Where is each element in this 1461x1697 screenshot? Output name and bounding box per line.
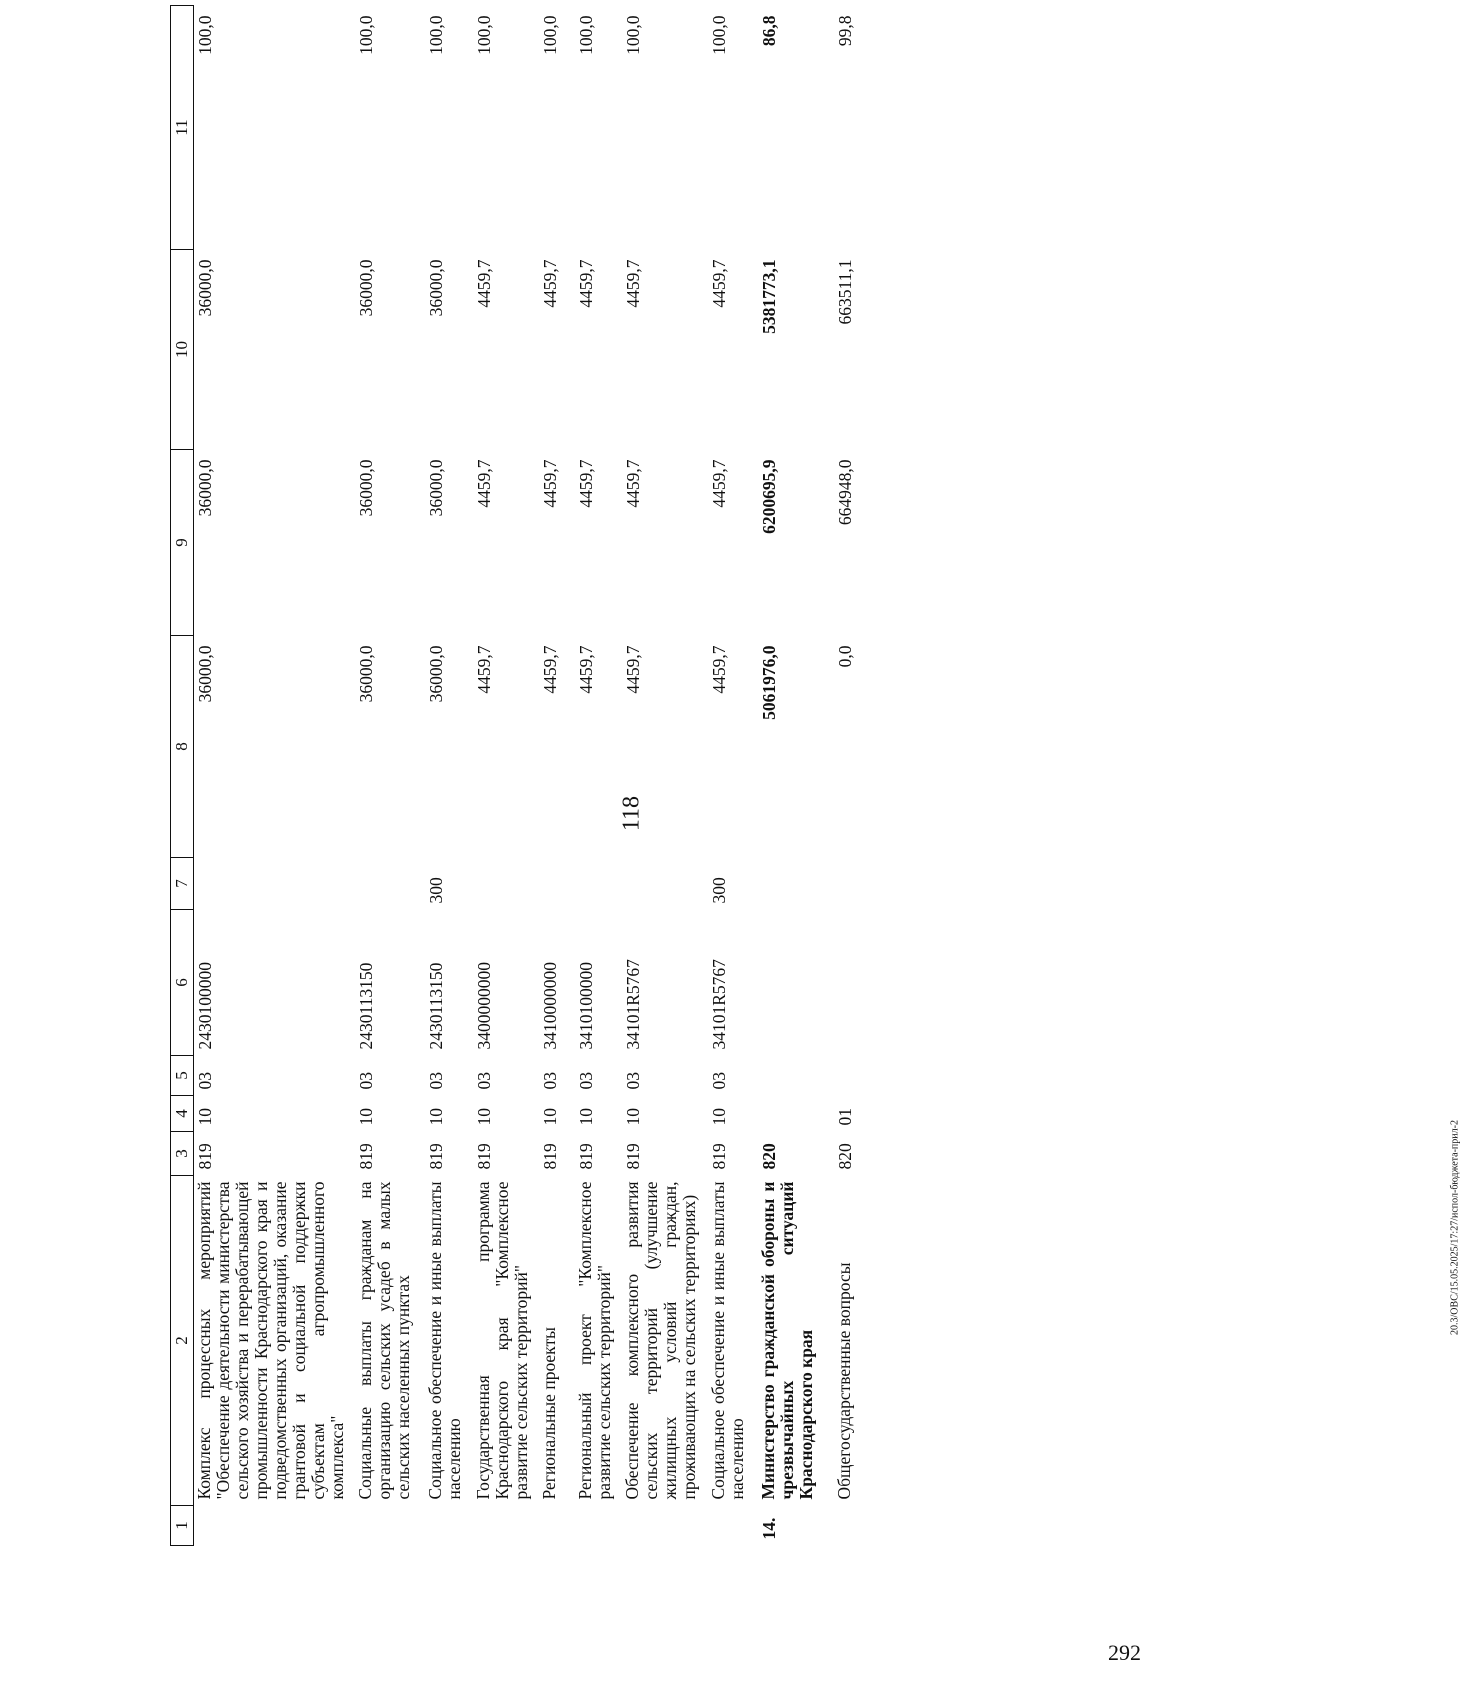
- header-col-1: 1: [171, 1506, 194, 1546]
- cell-c5: [758, 1056, 834, 1096]
- cell-c6: 34101R5767: [709, 959, 729, 1050]
- cell-c1: [473, 1506, 539, 1546]
- cell-c9: 6200695,9: [759, 459, 779, 534]
- cell-c5: 03: [576, 1072, 596, 1090]
- cell-c6: [758, 910, 834, 1056]
- header-col-8: 8: [171, 636, 194, 858]
- cell-c7: [473, 858, 539, 910]
- table-row: [355, 6, 425, 1546]
- cell-c9: 4459,7: [709, 459, 729, 508]
- header-col-9: 9: [171, 450, 194, 636]
- cell-c6: 34101R5767: [623, 959, 643, 1050]
- header-col-3: 3: [171, 1132, 194, 1176]
- cell-c2: Социальное обеспечение и иные выплаты населению: [708, 1181, 747, 1500]
- cell-c8: 4459,7: [540, 645, 560, 694]
- cell-c4: [758, 1096, 834, 1132]
- cell-c6: 2430113150: [426, 962, 446, 1050]
- cell-c3: 819: [540, 1143, 560, 1170]
- table-row: [708, 6, 758, 1546]
- cell-c10: 4459,7: [576, 259, 596, 308]
- cell-c5: 03: [709, 1072, 729, 1090]
- cell-c10: 663511,1: [835, 259, 855, 325]
- table-body: [194, 6, 875, 1546]
- cell-c10: 36000,0: [356, 259, 376, 317]
- cell-c2: Социальное обеспечение и иные выплаты населению: [425, 1181, 464, 1500]
- cell-c4: 10: [474, 1108, 494, 1126]
- cell-c3: 819: [356, 1143, 376, 1170]
- cell-c10: 36000,0: [195, 259, 215, 317]
- table-row: [834, 6, 874, 1546]
- cell-c7: [575, 858, 622, 910]
- cell-c8: 4459,7: [576, 645, 596, 694]
- cell-c9: 4459,7: [576, 459, 596, 508]
- cell-c7: 300: [709, 877, 729, 904]
- header-col-5: 5: [171, 1056, 194, 1096]
- cell-c1: [425, 1506, 473, 1546]
- cell-c11: 100,0: [709, 15, 729, 55]
- cell-c2: Обеспечение комплексного развития сельских территорий (улучшение жилищных условий граждан, проживающих на сельских территориях): [622, 1181, 699, 1500]
- cell-c3: 820: [759, 1143, 779, 1170]
- cell-c1: [708, 1506, 758, 1546]
- cell-c5: 03: [356, 1072, 376, 1090]
- table-row: [473, 6, 539, 1546]
- cell-c11: 100,0: [426, 15, 446, 55]
- cell-c11: 100,0: [356, 15, 376, 55]
- cell-c8: 4459,7: [709, 645, 729, 694]
- cell-c9: 664948,0: [835, 459, 855, 526]
- cell-c4: 10: [426, 1108, 446, 1126]
- cell-c8: 4459,7: [623, 645, 643, 694]
- cell-c10: 4459,7: [623, 259, 643, 308]
- cell-c2: Государственная программа Краснодарского края "Комплексное развитие сельских территорий": [473, 1181, 531, 1500]
- cell-c3: 820: [835, 1143, 855, 1170]
- cell-c5: 03: [623, 1072, 643, 1090]
- cell-c3: 819: [195, 1143, 215, 1170]
- table-row: [622, 6, 708, 1546]
- cell-c5: 03: [540, 1072, 560, 1090]
- cell-c8: 36000,0: [356, 645, 376, 703]
- cell-c8: 4459,7: [474, 645, 494, 694]
- cell-c10: 4459,7: [474, 259, 494, 308]
- cell-c2: Региональные проекты: [539, 1327, 559, 1500]
- cell-c9: 36000,0: [356, 459, 376, 517]
- table-row: [758, 6, 834, 1546]
- cell-c5: [834, 1056, 874, 1096]
- cell-c9: 36000,0: [426, 459, 446, 517]
- cell-c4: 10: [195, 1108, 215, 1126]
- cell-c7: [194, 858, 356, 910]
- header-row: [171, 6, 194, 1546]
- cell-c1: [539, 1506, 575, 1546]
- cell-c2: Общегосударственные вопросы: [834, 1262, 854, 1500]
- cell-c2: Социальные выплаты гражданам на организацию сельских усадеб в малых сельских населенных пунктах: [355, 1181, 413, 1500]
- cell-c8: 5061976,0: [759, 645, 779, 720]
- table-header: [171, 6, 194, 1546]
- cell-c2: Региональный проект "Комплексное развитие сельских территорий": [575, 1181, 614, 1500]
- page-number-bottom: 292: [1108, 1640, 1141, 1665]
- header-col-10: 10: [171, 250, 194, 450]
- cell-c6: 3410000000: [540, 962, 560, 1050]
- cell-c8: 36000,0: [426, 645, 446, 703]
- table-row: [575, 6, 622, 1546]
- cell-c10: 4459,7: [540, 259, 560, 308]
- table-row: [194, 6, 356, 1546]
- cell-c10: 4459,7: [709, 259, 729, 308]
- cell-c11: 100,0: [540, 15, 560, 55]
- cell-c9: 36000,0: [195, 459, 215, 517]
- cell-c4: 10: [623, 1108, 643, 1126]
- cell-c8: 0,0: [835, 645, 855, 668]
- cell-c7: [834, 858, 874, 910]
- cell-c5: 03: [195, 1072, 215, 1090]
- cell-c3: 819: [623, 1143, 643, 1170]
- cell-c7: [539, 858, 575, 910]
- cell-c9: 4459,7: [540, 459, 560, 508]
- cell-c3: 819: [709, 1143, 729, 1170]
- cell-c6: 2430100000: [195, 962, 215, 1050]
- cell-c7: [622, 858, 708, 910]
- cell-c7: [758, 858, 834, 910]
- cell-c10: 5381773,1: [759, 259, 779, 334]
- cell-c2: Комплекс процессных мероприятий "Обеспечение деятельности министерства сельского хозяйства и перерабатывающей промышленности Краснодарского края и подведомственных организаций, оказание грантовой и социальной поддержки субъектам агропромышленного комплекса": [194, 1181, 347, 1500]
- table-row: [539, 6, 575, 1546]
- header-col-2: 2: [171, 1176, 194, 1506]
- cell-c1: 14.: [759, 1517, 779, 1540]
- budget-table: [170, 5, 874, 1546]
- cell-c1: [622, 1506, 708, 1546]
- cell-c6: [834, 910, 874, 1056]
- cell-c2: Министерство гражданской обороны и чрезвычайных ситуаций Краснодарского края: [758, 1181, 816, 1500]
- cell-c3: 819: [474, 1143, 494, 1170]
- header-col-4: 4: [171, 1096, 194, 1132]
- cell-c7: 300: [426, 877, 446, 904]
- header-col-6: 6: [171, 910, 194, 1056]
- cell-c4: 10: [540, 1108, 560, 1126]
- table-row: [425, 6, 473, 1546]
- cell-c4: 01: [835, 1108, 855, 1126]
- cell-c11: 100,0: [195, 15, 215, 55]
- header-col-11: 11: [171, 6, 194, 250]
- cell-c8: 36000,0: [195, 645, 215, 703]
- cell-c5: 03: [474, 1072, 494, 1090]
- rotated-table-container: [170, 6, 1100, 1546]
- footer-stamp: 20.3/OBC/15.05.2025/17:27/испол-бюджета-прил-2: [1449, 1120, 1461, 1335]
- cell-c4: 10: [709, 1108, 729, 1126]
- cell-c6: 2430113150: [356, 962, 376, 1050]
- cell-c11: 100,0: [576, 15, 596, 55]
- cell-c9: 4459,7: [623, 459, 643, 508]
- cell-c9: 4459,7: [474, 459, 494, 508]
- cell-c10: 36000,0: [426, 259, 446, 317]
- cell-c1: [834, 1506, 874, 1546]
- cell-c5: 03: [426, 1072, 446, 1090]
- cell-c11: 86,8: [759, 15, 779, 47]
- cell-c6: 3410100000: [576, 962, 596, 1050]
- cell-c3: 819: [426, 1143, 446, 1170]
- cell-c4: 10: [576, 1108, 596, 1126]
- cell-c4: 10: [356, 1108, 376, 1126]
- cell-c11: 100,0: [623, 15, 643, 55]
- cell-c6: 3400000000: [474, 962, 494, 1050]
- page-number-top: 118: [618, 795, 645, 832]
- cell-c11: 100,0: [474, 15, 494, 55]
- cell-c1: [194, 1506, 356, 1546]
- cell-c1: [355, 1506, 425, 1546]
- cell-c3: 819: [576, 1143, 596, 1170]
- header-col-7: 7: [171, 858, 194, 910]
- cell-c1: [575, 1506, 622, 1546]
- cell-c7: [355, 858, 425, 910]
- cell-c11: 99,8: [835, 15, 855, 47]
